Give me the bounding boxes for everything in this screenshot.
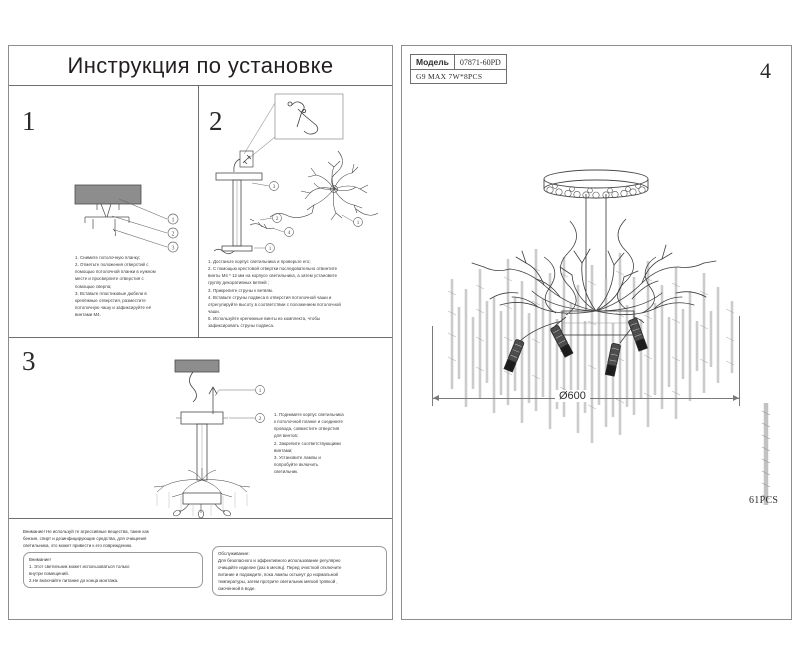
attention-line-2: бензин, спирт и дезинфицирующие средства, для очищения [23,536,147,542]
step-number-3: 3 [22,346,36,376]
diameter-label: Ø600 [555,390,590,402]
step1-instructions [75,254,193,318]
step3-line-4: для винтов; [274,433,299,439]
pieces-label: 61PCS [749,495,779,506]
model-table [410,54,507,84]
dimension-arrow-right [733,395,739,401]
attention-box-title: Внимание! [29,557,51,563]
model-value: 07871-60PD [454,55,506,70]
step2-line-6: 4. Вставьте струны подвеса в отверстия потолочной чаши и [208,294,332,300]
step1-line-5: помощью сверла; [75,283,112,289]
attention-box-line-3: 2.Не включайте питание до конца монтажа. [29,578,119,584]
svg-text:2: 2 [171,231,175,238]
step1-line-9: винтами М4. [75,312,101,317]
step2-line-5: 3. Прикрепите струны к ветвям. [208,287,274,293]
step2-line-10: зафиксировать струны подвеса. [208,323,275,329]
step1-line-2: 2. Отметьте положения отверстий с [75,262,149,268]
dimension-extension-right [739,316,740,406]
attention-box [23,552,203,588]
product-drawing-panel [401,45,792,620]
instructions-panel [8,45,393,620]
step2-line-7: отрегулируйте высоту в соответствии с положением потолочной [208,301,341,307]
step1-line-6: 3. Вставьте пластиковые дюбели в [75,290,147,296]
step-number-1: 1 [22,106,36,136]
step3-line-5: 2. Закрепите соответствующими [274,440,341,446]
svg-text:1: 1 [356,220,360,226]
step2-diagram [214,91,394,256]
svg-text:1: 1 [171,217,175,224]
attention-box-line-1: 1. Этот светильник может использоваться только [29,564,130,570]
service-box-line-3: питание и подождите, пока лампы остынут до нормальной [218,572,339,578]
step2-line-4: группу декоративных ветвей ; [208,280,270,286]
step3-instructions [274,411,386,475]
service-box [212,546,387,596]
step2-line-2: 2. С помощью крестовой отвертки последовательно отвинтите [208,266,338,272]
step3-line-6: винтами; [274,447,293,453]
service-box-line-1: Для безопасного и эффективного использование регулярно [218,558,341,564]
svg-text:1: 1 [258,388,262,394]
service-block [212,546,387,596]
step1-diagram [49,171,199,266]
svg-text:1: 1 [268,246,272,252]
step3-line-3: провода, совместите отверстия [274,426,340,432]
dimension-extension-left [432,326,433,406]
chandelier-illustration [420,161,775,461]
service-box-line-4: температуры, затем протрите светильник мягкой тряпкой , [218,579,338,585]
svg-text:3: 3 [171,245,175,252]
dimension-arrow-left [433,395,439,401]
step1-line-8: потолочную чашу и зафиксируйте её [75,304,152,310]
step3-line-8: попробуйте включить [274,461,319,467]
step2-line-8: чаши. [208,308,221,314]
page-title-text: Инструкция по установке [67,52,334,78]
svg-text:4: 4 [287,230,291,236]
attention-block [23,528,203,588]
service-box-line-5: смоченной в воде. [218,586,256,592]
step1-line-7: крепёжные отверстия, разместите [75,297,146,303]
step1-line-4: месте и просверлите отверстия с [75,276,144,282]
lamp-spec: G9 MAX 7W*8PCS [411,70,507,84]
step2-instructions [208,258,388,329]
attention-line-1: Внимание! Не используй те агрессивные вещества, такие как [23,529,149,534]
table-row [411,55,507,70]
model-label: Модель [411,55,455,70]
attention-box-line-2: внутри помещений. [29,571,69,577]
step2-line-3: винты М4 * 12 мм на корпусе светильника, а затем установите [208,273,338,279]
step1-line-3: помощью потолочной планки в нужном [75,269,156,275]
service-box-title: Обслуживание: [218,551,250,556]
svg-text:3: 3 [272,184,276,190]
attention-line-3: светильника, это может привести к его повреждению. [23,543,133,549]
step3-line-7: 3. Установите лампы и [274,454,321,460]
svg-text:2: 2 [275,216,279,222]
step2-line-1: 1. Достаньте корпус светильника и проверьте его; [208,259,311,264]
step3-line-9: светильник. [274,469,299,474]
table-row [411,70,507,84]
step1-line-1: 1. Снимите потолочную планку; [75,255,141,260]
svg-text:2: 2 [258,416,262,422]
grid-divider-horizontal [9,337,392,338]
page-title [9,46,392,86]
step2-line-9: 5. Используйте крепежные винты из комплекта, чтобы [208,316,321,321]
service-box-line-2: очищайте изделие (раз в месяц). Перед очисткой отключите [218,565,342,571]
page-number: 4 [760,58,771,83]
step3-line-1: 1. Поднимите корпус светильника [274,412,344,417]
step-number-2: 2 [209,106,223,136]
step3-line-2: к потолочной планке и соедините [274,419,344,425]
step3-diagram [119,356,294,516]
